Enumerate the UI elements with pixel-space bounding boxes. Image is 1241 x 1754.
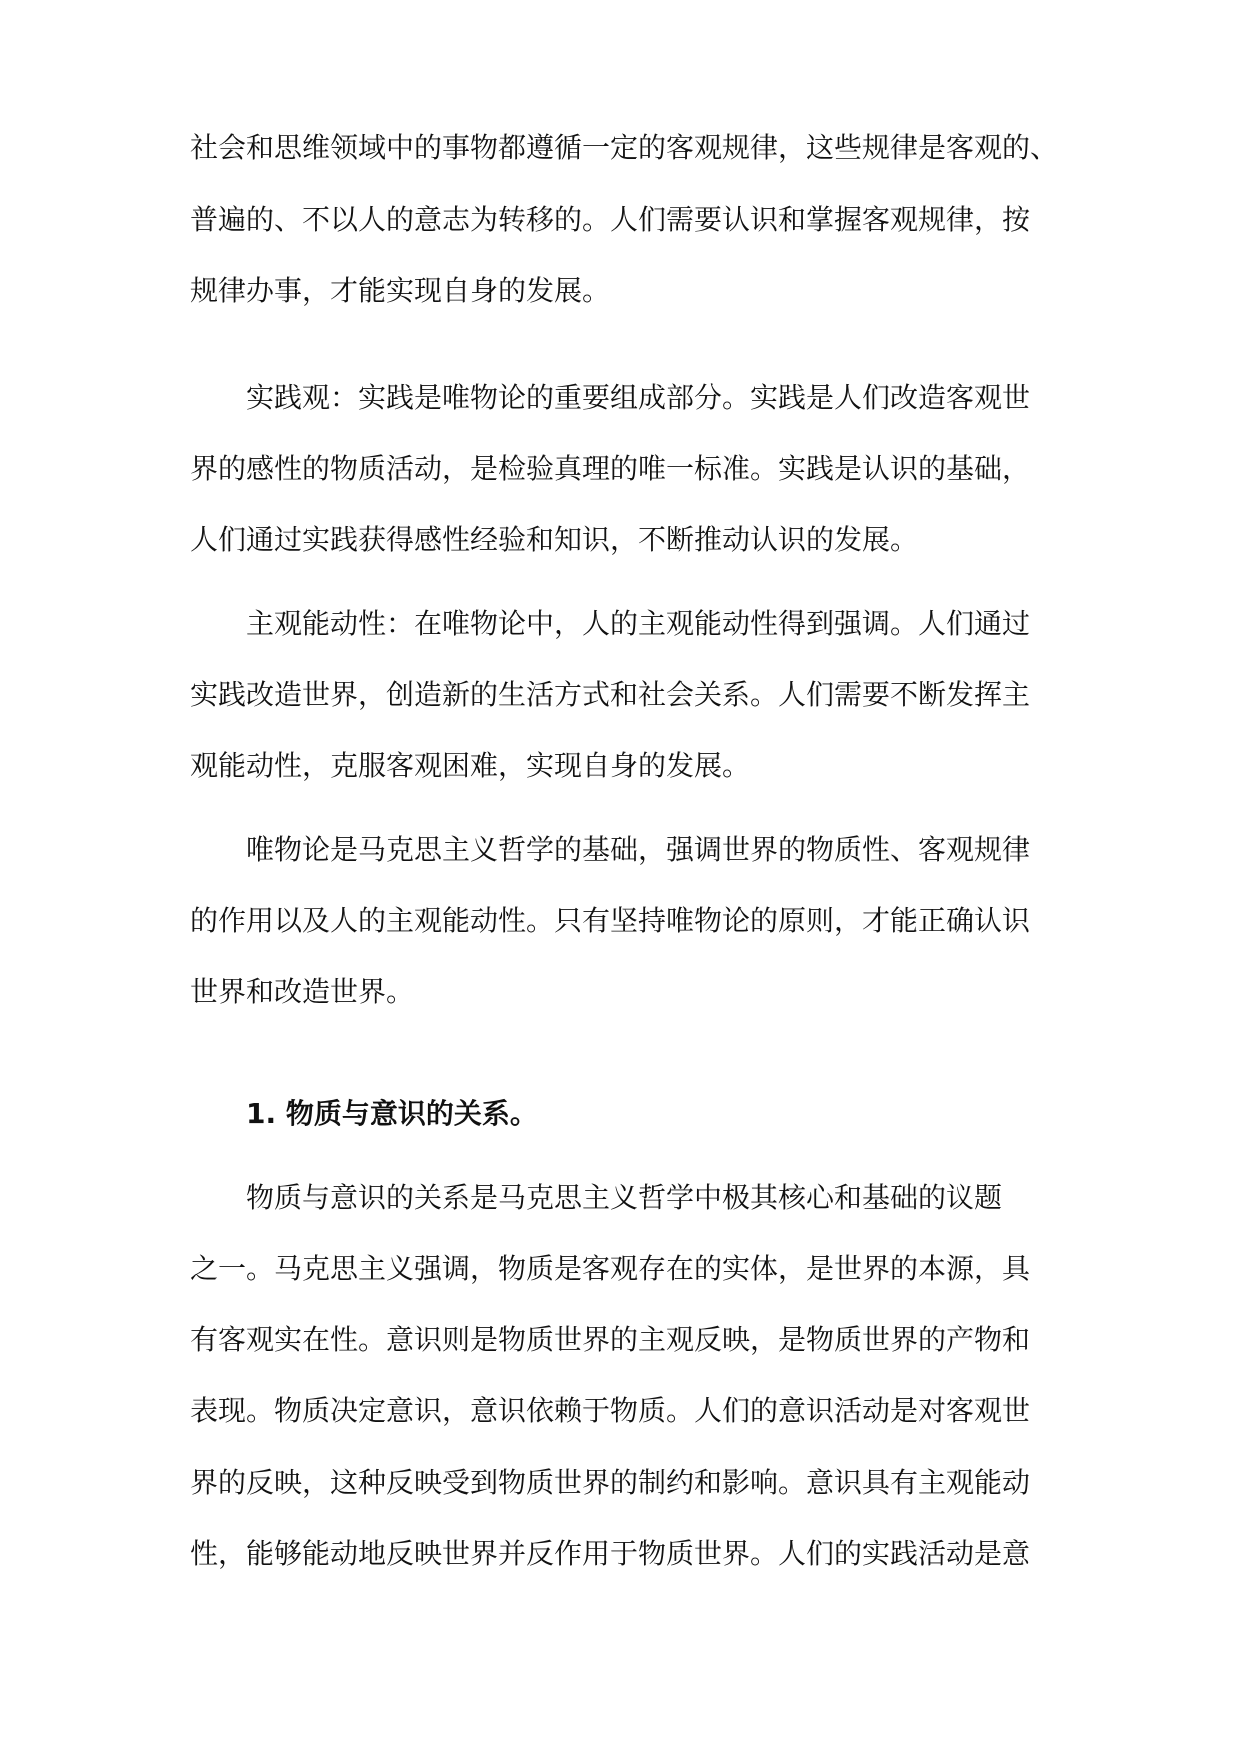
text-line: 物质与意识的关系是马克思主义哲学中极其核心和基础的议题 bbox=[246, 1181, 1003, 1214]
text-line: 性，能够能动地反映世界并反作用于物质世界。人们的实践活动是意 bbox=[190, 1537, 1031, 1570]
text-line: 人们通过实践获得感性经验和知识，不断推动认识的发展。 bbox=[190, 523, 919, 556]
text-line: 世界和改造世界。 bbox=[190, 975, 415, 1008]
section-heading: 1. 物质与意识的关系。 bbox=[246, 1097, 538, 1130]
text-line: 有客观实在性。意识则是物质世界的主观反映，是物质世界的产物和 bbox=[190, 1323, 1031, 1356]
text-line: 社会和思维领域中的事物都遵循一定的客观规律，这些规律是客观的、 bbox=[190, 131, 1059, 164]
text-line: 界的感性的物质活动，是检验真理的唯一标准。实践是认识的基础， bbox=[190, 452, 1031, 485]
text-line: 普遍的、不以人的意志为转移的。人们需要认识和掌握客观规律，按 bbox=[190, 203, 1031, 236]
text-line: 的作用以及人的主观能动性。只有坚持唯物论的原则，才能正确认识 bbox=[190, 904, 1031, 937]
text-line: 规律办事，才能实现自身的发展。 bbox=[190, 274, 611, 307]
text-line: 观能动性，克服客观困难，实现自身的发展。 bbox=[190, 749, 751, 782]
text-line: 主观能动性：在唯物论中，人的主观能动性得到强调。人们通过 bbox=[246, 607, 1031, 640]
text-line: 表现。物质决定意识，意识依赖于物质。人们的意识活动是对客观世 bbox=[190, 1394, 1031, 1427]
text-line: 界的反映，这种反映受到物质世界的制约和影响。意识具有主观能动 bbox=[190, 1466, 1031, 1499]
text-line: 实践改造世界，创造新的生活方式和社会关系。人们需要不断发挥主 bbox=[190, 678, 1031, 711]
text-line: 唯物论是马克思主义哲学的基础，强调世界的物质性、客观规律 bbox=[246, 833, 1031, 866]
text-line: 实践观：实践是唯物论的重要组成部分。实践是人们改造客观世 bbox=[246, 381, 1031, 414]
text-line: 之一。马克思主义强调，物质是客观存在的实体，是世界的本源，具 bbox=[190, 1252, 1031, 1285]
